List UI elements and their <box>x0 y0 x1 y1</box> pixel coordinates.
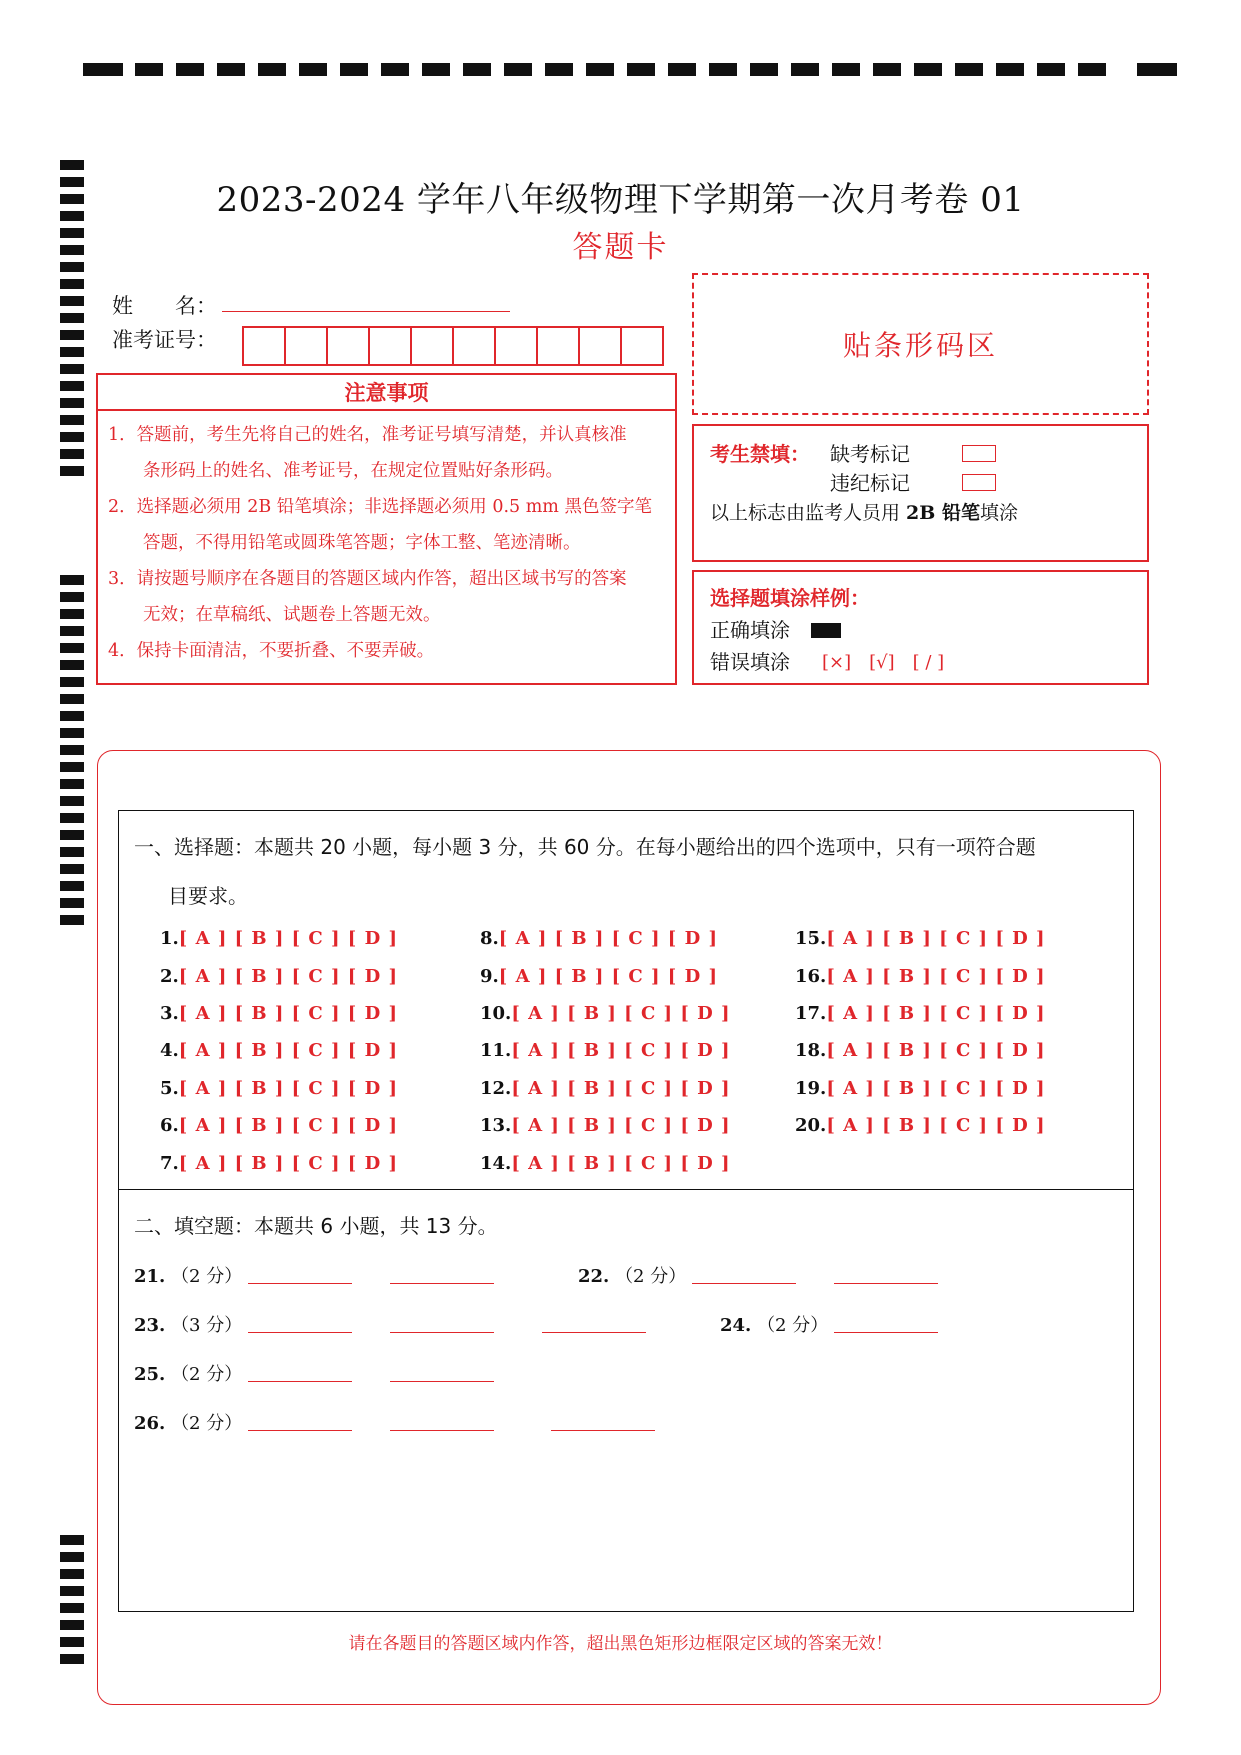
absent-label: 缺考标记 <box>830 442 910 466</box>
question-number: 9. <box>480 966 499 987</box>
notice-item: 1．答题前，考生先将自己的姓名，准考证号填写清楚，并认真核准 <box>108 425 627 445</box>
notice-item: 3．请按题号顺序在各题目的答题区域内作答，超出区域书写的答案 <box>108 569 627 589</box>
question-number: 3. <box>160 1003 179 1024</box>
option-bubbles[interactable]: [ A ] [ B ] [ C ] [ D ] <box>178 1153 398 1174</box>
option-bubbles[interactable]: [ A ] [ B ] [ C ] [ D ] <box>826 966 1046 987</box>
choice-question <box>480 966 718 987</box>
question-number: 11. <box>480 1040 512 1061</box>
notice-item: 2．选择题必须用 2B 铅笔填涂；非选择题必须用 0.5 mm 黑色签字笔 <box>108 497 652 517</box>
fill-item-25: 25. （2 分） <box>134 1364 243 1385</box>
absent-mark-box[interactable] <box>962 445 996 462</box>
blank-22-1[interactable] <box>692 1283 796 1284</box>
question-number: 2. <box>160 966 179 987</box>
footer-note: 请在各题目的答题区域内作答，超出黑色矩形边框限定区域的答案无效！ <box>348 1634 893 1654</box>
blank-26-3[interactable] <box>551 1430 655 1431</box>
question-number: 4. <box>160 1040 179 1061</box>
section1-title-cont: 目要求。 <box>168 884 248 908</box>
question-number: 1. <box>160 928 179 949</box>
barcode-label: 贴条形码区 <box>842 329 998 362</box>
top-timing-marks <box>83 57 1177 81</box>
section-divider <box>118 1189 1134 1190</box>
option-bubbles[interactable]: [ A ] [ B ] [ C ] [ D ] <box>511 1040 731 1061</box>
notice-item: 4．保持卡面清洁，不要折叠、不要弄破。 <box>108 641 435 661</box>
question-number: 20. <box>795 1115 827 1136</box>
notice-heading: 注意事项 <box>96 373 677 411</box>
notice-item: 条形码上的姓名、准考证号，在规定位置贴好条形码。 <box>108 461 563 481</box>
option-bubbles[interactable]: [ A ] [ B ] [ C ] [ D ] <box>178 966 398 987</box>
choice-question <box>795 1040 1046 1061</box>
fill-item-21: 21. （2 分） <box>134 1266 243 1287</box>
option-bubbles[interactable]: [ A ] [ B ] [ C ] [ D ] <box>511 1115 731 1136</box>
blank-25-1[interactable] <box>248 1381 352 1382</box>
correct-label: 正确填涂 <box>710 618 790 642</box>
blank-21-1[interactable] <box>248 1283 352 1284</box>
option-bubbles[interactable]: [ A ] [ B ] [ C ] [ D ] <box>826 928 1046 949</box>
notice-body <box>96 409 677 685</box>
name-label: 姓 名： <box>112 294 217 318</box>
choice-question <box>160 928 398 949</box>
choice-question <box>795 1003 1046 1024</box>
choice-question <box>160 1003 398 1024</box>
choice-question <box>480 1003 731 1024</box>
forbid-label: 考生禁填： <box>710 442 810 466</box>
option-bubbles[interactable]: [ A ] [ B ] [ C ] [ D ] <box>826 1115 1046 1136</box>
option-bubbles[interactable]: [ A ] [ B ] [ C ] [ D ] <box>178 1115 398 1136</box>
blank-26-1[interactable] <box>248 1430 352 1431</box>
choice-question <box>480 928 718 949</box>
question-number: 14. <box>480 1153 512 1174</box>
choice-question <box>160 966 398 987</box>
option-bubbles[interactable]: [ A ] [ B ] [ C ] [ D ] <box>498 928 718 949</box>
option-bubbles[interactable]: [ A ] [ B ] [ C ] [ D ] <box>511 1078 731 1099</box>
blank-26-2[interactable] <box>390 1430 494 1431</box>
notice-item: 无效；在草稿纸、试题卷上答题无效。 <box>108 605 441 625</box>
violation-label: 违纪标记 <box>830 471 910 495</box>
option-bubbles[interactable]: [ A ] [ B ] [ C ] [ D ] <box>498 966 718 987</box>
violation-mark-box[interactable] <box>962 474 996 491</box>
correct-fill-sample <box>811 623 841 638</box>
wrong-label: 错误填涂 <box>710 650 790 674</box>
choice-question <box>160 1115 398 1136</box>
section2-title: 二、填空题：本题共 6 小题，共 13 分。 <box>134 1214 498 1238</box>
exam-id-boxes[interactable] <box>244 326 664 364</box>
sample-box <box>692 570 1149 685</box>
option-bubbles[interactable]: [ A ] [ B ] [ C ] [ D ] <box>826 1003 1046 1024</box>
option-bubbles[interactable]: [ A ] [ B ] [ C ] [ D ] <box>178 928 398 949</box>
option-bubbles[interactable]: [ A ] [ B ] [ C ] [ D ] <box>826 1078 1046 1099</box>
page-subtitle: 答题卡 <box>572 230 669 265</box>
choice-question <box>160 1040 398 1061</box>
choice-question <box>795 928 1046 949</box>
exam-id-label: 准考证号： <box>112 328 217 352</box>
choice-question <box>480 1115 731 1136</box>
option-bubbles[interactable]: [ A ] [ B ] [ C ] [ D ] <box>178 1003 398 1024</box>
question-number: 17. <box>795 1003 827 1024</box>
question-number: 7. <box>160 1153 179 1174</box>
choice-question <box>480 1078 731 1099</box>
option-bubbles[interactable]: [ A ] [ B ] [ C ] [ D ] <box>826 1040 1046 1061</box>
question-number: 12. <box>480 1078 512 1099</box>
wrong-marks: [×] [√] [ / ] <box>822 652 945 673</box>
fill-item-22: 22. （2 分） <box>578 1266 687 1287</box>
forbid-box <box>692 424 1149 562</box>
blank-23-2[interactable] <box>390 1332 494 1333</box>
blank-24-1[interactable] <box>834 1332 938 1333</box>
question-number: 8. <box>480 928 499 949</box>
question-number: 13. <box>480 1115 512 1136</box>
choice-question <box>480 1153 731 1174</box>
blank-23-1[interactable] <box>248 1332 352 1333</box>
blank-22-2[interactable] <box>834 1283 938 1284</box>
fill-item-26: 26. （2 分） <box>134 1413 243 1434</box>
question-number: 18. <box>795 1040 827 1061</box>
question-number: 16. <box>795 966 827 987</box>
question-number: 10. <box>480 1003 512 1024</box>
blank-21-2[interactable] <box>390 1283 494 1284</box>
question-number: 15. <box>795 928 827 949</box>
fill-item-24: 24. （2 分） <box>720 1315 829 1336</box>
option-bubbles[interactable]: [ A ] [ B ] [ C ] [ D ] <box>178 1078 398 1099</box>
question-number: 6. <box>160 1115 179 1136</box>
fill-item-23: 23. （3 分） <box>134 1315 243 1336</box>
choice-question <box>795 1115 1046 1136</box>
choice-question <box>160 1153 398 1174</box>
sample-title: 选择题填涂样例： <box>710 586 870 610</box>
option-bubbles[interactable]: [ A ] [ B ] [ C ] [ D ] <box>511 1003 731 1024</box>
notice-item: 答题，不得用铅笔或圆珠笔答题；字体工整、笔迹清晰。 <box>108 533 581 553</box>
barcode-area <box>692 273 1149 415</box>
blank-25-2[interactable] <box>390 1381 494 1382</box>
question-number: 19. <box>795 1078 827 1099</box>
choice-question <box>160 1078 398 1099</box>
question-number: 5. <box>160 1078 179 1099</box>
option-bubbles[interactable]: [ A ] [ B ] [ C ] [ D ] <box>511 1153 731 1174</box>
option-bubbles[interactable]: [ A ] [ B ] [ C ] [ D ] <box>178 1040 398 1061</box>
section1-title: 一、选择题：本题共 20 小题，每小题 3 分，共 60 分。在每小题给出的四个选项中，只有一项符合题 <box>134 835 1036 859</box>
choice-question <box>795 1078 1046 1099</box>
name-field[interactable] <box>222 311 510 312</box>
choice-question <box>795 966 1046 987</box>
blank-23-3[interactable] <box>542 1332 646 1333</box>
forbid-note: 以上标志由监考人员用 2B 铅笔填涂 <box>710 502 1018 524</box>
page-title: 2023-2024 学年八年级物理下学期第一次月考卷 01 <box>216 180 1025 220</box>
choice-question <box>480 1040 731 1061</box>
